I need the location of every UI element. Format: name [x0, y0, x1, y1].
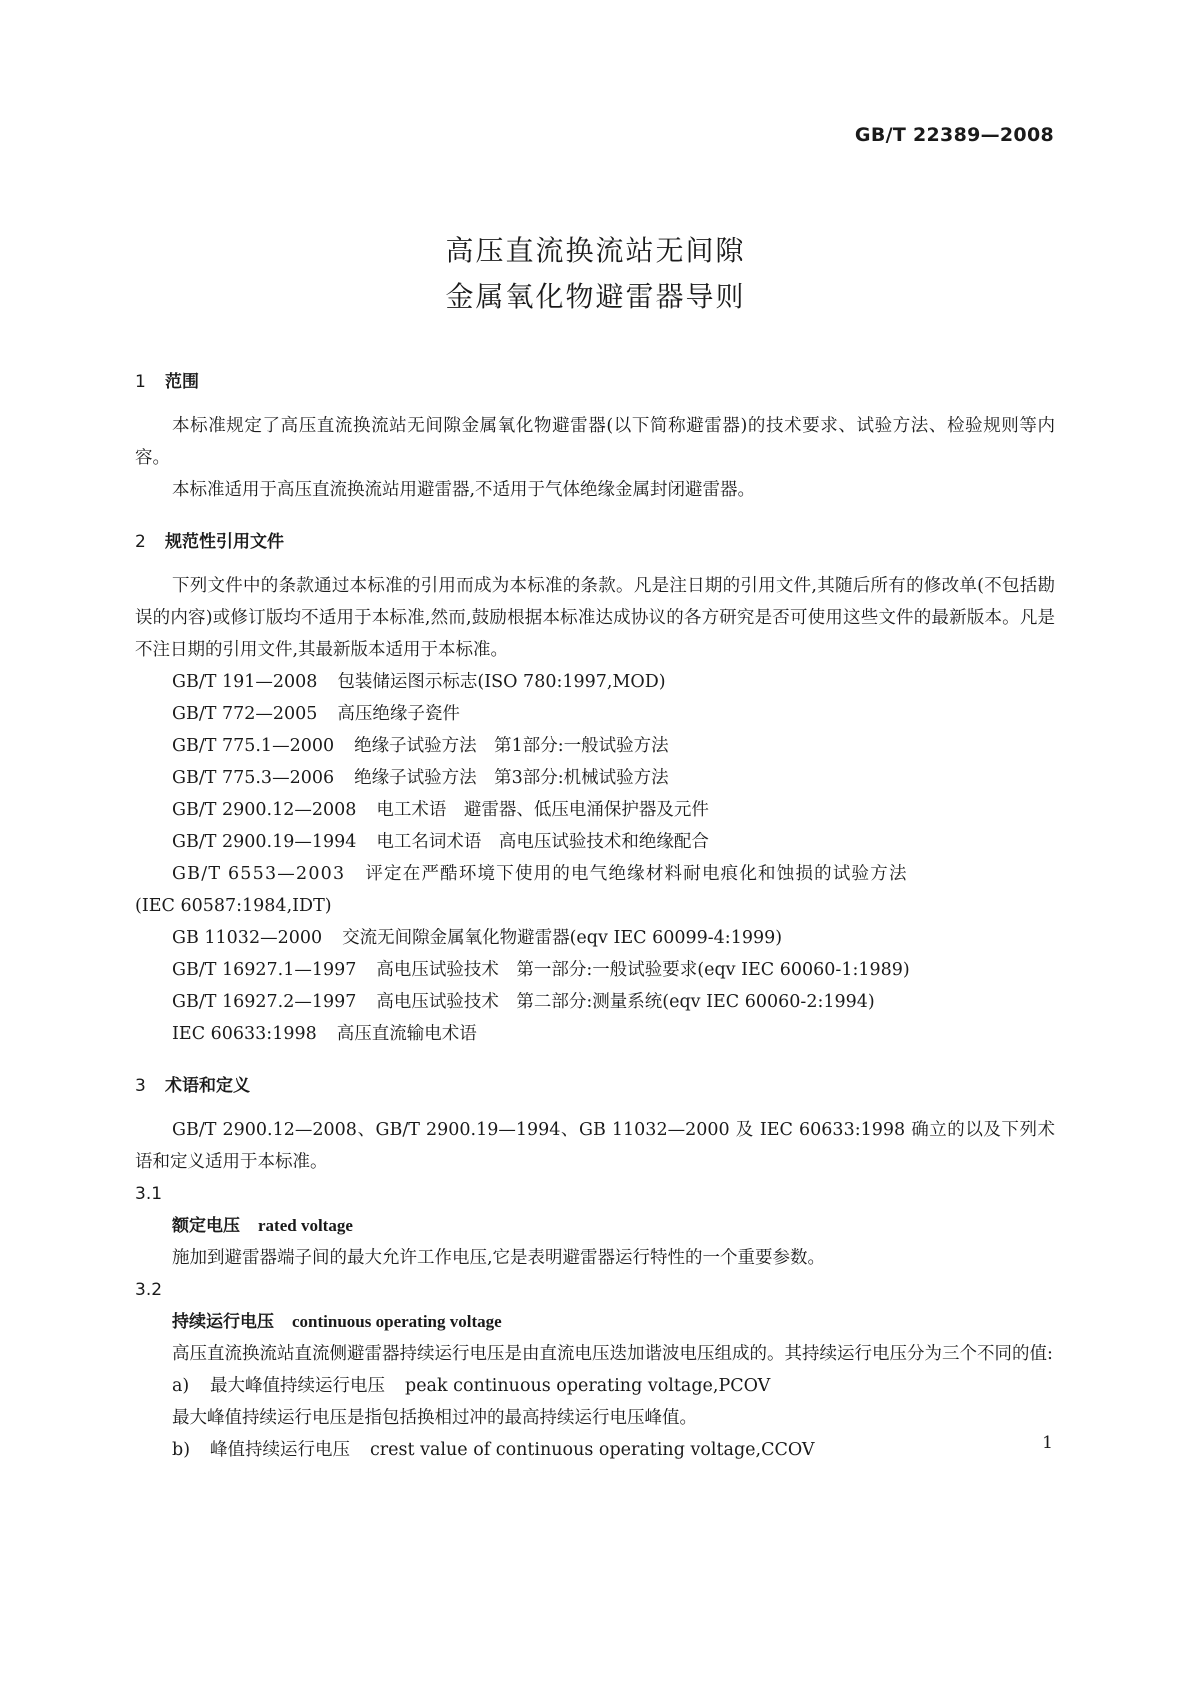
- reference-item: GB/T 775.3—2006 绝缘子试验方法 第3部分:机械试验方法: [172, 768, 669, 788]
- section-2-heading: [135, 528, 1055, 556]
- scope-paragraph-2: 本标准适用于高压直流换流站用避雷器,不适用于气体绝缘金属封闭避雷器。: [172, 480, 756, 500]
- document-body: [135, 368, 1055, 1466]
- reference-item: GB/T 2900.19—1994 电工名词术语 高电压试验技术和绝缘配合: [172, 832, 709, 852]
- reference-item: GB/T 6553—2003 评定在严酷环境下使用的电气绝缘材料耐电痕化和蚀损的试验方法: [172, 864, 908, 884]
- list-item: b) 峰值持续运行电压 crest value of continuous operating voltage,CCOV: [172, 1440, 815, 1460]
- section-number: 1: [135, 372, 146, 392]
- list-item-definition: 最大峰值持续运行电压是指包括换相过冲的最高持续运行电压峰值。: [172, 1408, 697, 1428]
- term-definition: 高压直流换流站直流侧避雷器持续运行电压是由直流电压迭加谐波电压组成的。其持续运行电压分为三个不同的值:: [172, 1344, 1053, 1364]
- list-item: a) 最大峰值持续运行电压 peak continuous operating voltage,PCOV: [172, 1376, 771, 1396]
- reference-item: GB 11032—2000 交流无间隙金属氧化物避雷器(eqv IEC 60099-4:1999): [172, 928, 783, 948]
- term-heading: 额定电压 rated voltage: [172, 1216, 353, 1236]
- title-line-1: 高压直流换流站无间隙: [445, 234, 746, 267]
- reference-item: GB/T 2900.12—2008 电工术语 避雷器、低压电涌保护器及元件: [172, 800, 709, 820]
- clause-number: 3.1: [135, 1184, 163, 1204]
- section-title: 规范性引用文件: [165, 532, 284, 552]
- section-title: 术语和定义: [165, 1076, 250, 1096]
- reference-item: GB/T 191—2008 包装储运图示标志(ISO 780:1997,MOD): [172, 672, 666, 692]
- standard-code: GB/T 22389—2008: [854, 124, 1054, 146]
- term-heading: 持续运行电压 continuous operating voltage: [172, 1312, 502, 1332]
- section-title: 范围: [165, 372, 199, 392]
- section-3-heading: [135, 1072, 1055, 1100]
- section-number: 2: [135, 532, 146, 552]
- reference-item: IEC 60633:1998 高压直流输电术语: [172, 1024, 477, 1044]
- reference-item: GB/T 772—2005 高压绝缘子瓷件: [172, 704, 460, 724]
- title-line-2: 金属氧化物避雷器导则: [445, 280, 746, 313]
- reference-item: GB/T 16927.2—1997 高电压试验技术 第二部分:测量系统(eqv IEC 60060-2:1994): [172, 992, 875, 1012]
- scope-paragraph-1: 本标准规定了高压直流换流站无间隙金属氧化物避雷器(以下简称避雷器)的技术要求、试验方法、检验规则等内容。: [135, 416, 1055, 468]
- clause-number: 3.2: [135, 1280, 163, 1300]
- page-number: 1: [1042, 1433, 1053, 1453]
- document-title: [0, 228, 1191, 320]
- reference-item: GB/T 775.1—2000 绝缘子试验方法 第1部分:一般试验方法: [172, 736, 669, 756]
- term-definition: 施加到避雷器端子间的最大允许工作电压,它是表明避雷器运行特性的一个重要参数。: [172, 1248, 826, 1268]
- reference-item-continuation: (IEC 60587:1984,IDT): [135, 896, 332, 916]
- reference-item: GB/T 16927.1—1997 高电压试验技术 第一部分:一般试验要求(eqv IEC 60060-1:1989): [172, 960, 910, 980]
- definitions-intro: GB/T 2900.12—2008、GB/T 2900.19—1994、GB 11032—2000 及 IEC 60633:1998 确立的以及下列术语和定义适用于本标准。: [135, 1120, 1055, 1172]
- section-number: 3: [135, 1076, 146, 1096]
- section-1-heading: [135, 368, 1055, 396]
- references-intro: 下列文件中的条款通过本标准的引用而成为本标准的条款。凡是注日期的引用文件,其随后所有的修改单(不包括勘误的内容)或修订版均不适用于本标准,然而,鼓励根据本标准达成协议的各方研究是否可使用这些文件的最新版本。凡是不注日期的引用文件,其最新版本适用于本标准。: [135, 576, 1055, 660]
